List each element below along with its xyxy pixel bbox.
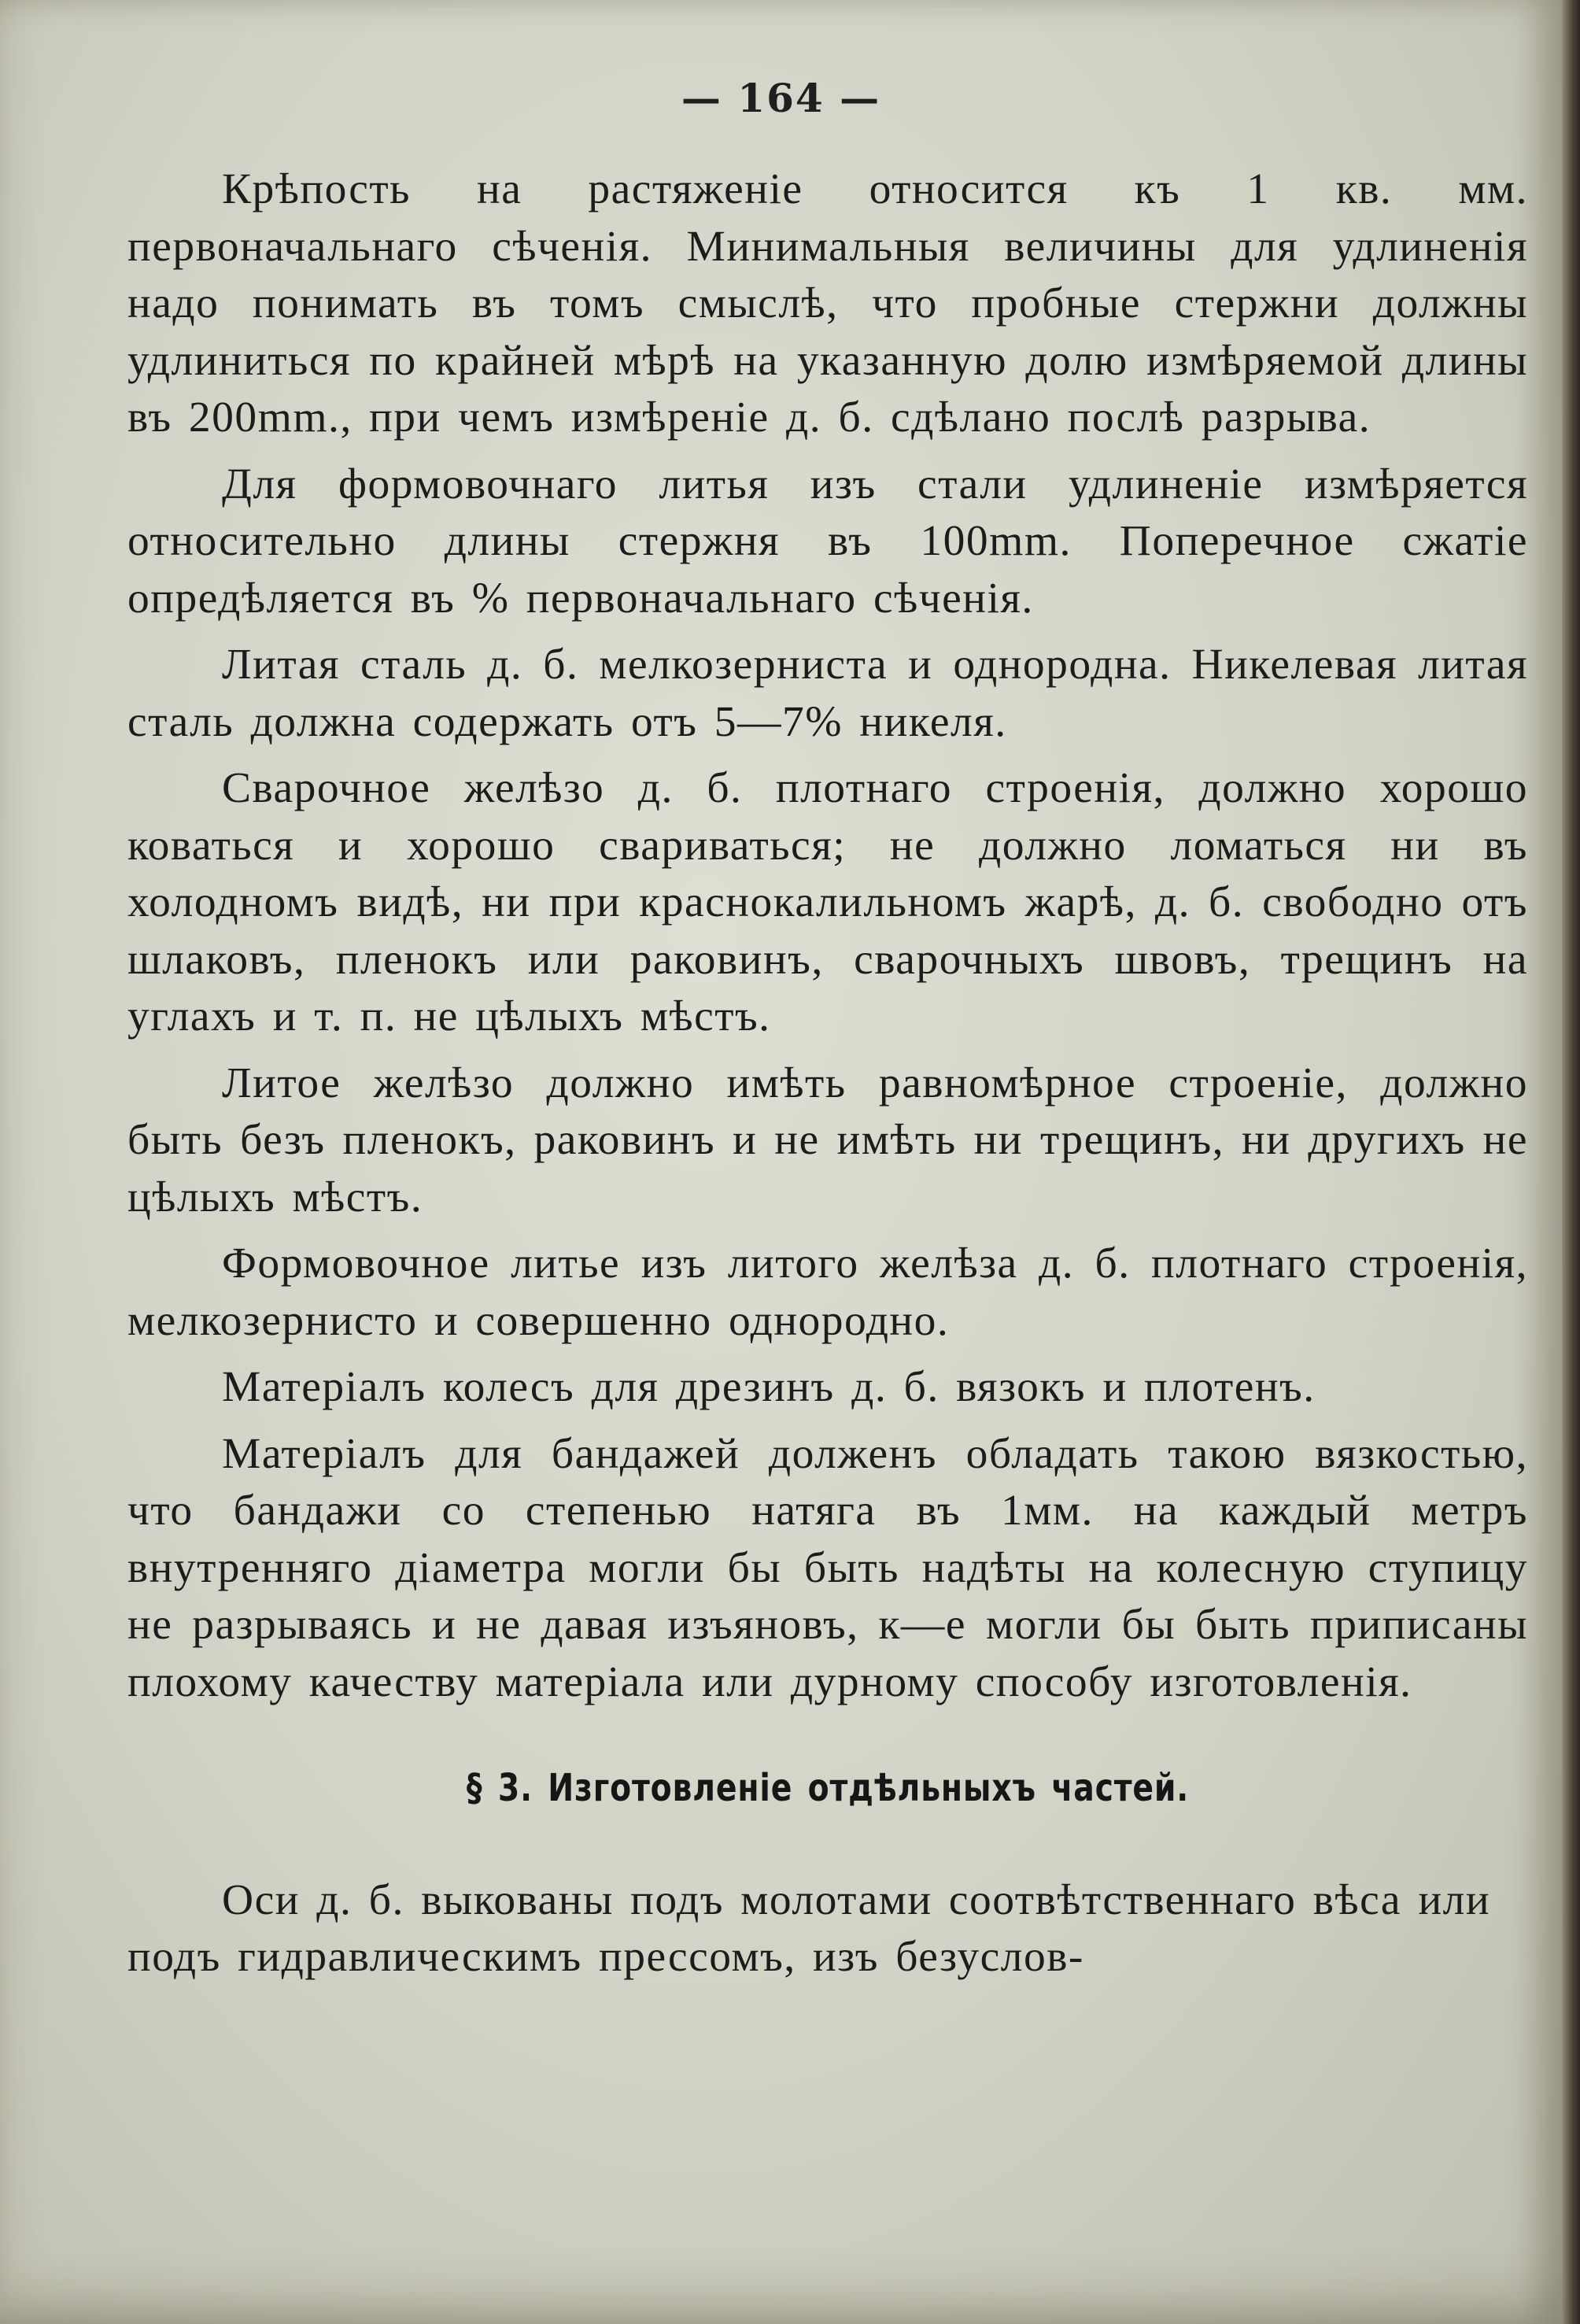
paragraph-cast-iron: Литое желѣзо должно имѣть равномѣрное строеніе, должно быть безъ пленокъ, раковинъ и не имѣть ни трещинъ, ни другихъ не цѣлыхъ мѣстъ. <box>127 1059 1528 1221</box>
paragraph-moulded-cast-iron: Формовочное литье изъ литого желѣза д. б. плотнаго строенія, мелкозернисто и совершенно однородно. <box>127 1240 1528 1345</box>
body-text <box>127 161 1528 1996</box>
section-heading: § 3. Изготовленіе отдѣльныхъ частей. <box>466 1766 1190 1810</box>
paragraph-weld-iron: Сварочное желѣзо д. б. плотнаго строенія, должно хорошо коваться и хорошо свариваться; не должно ломаться ни въ холодномъ видѣ, ни при краснокалильномъ жарѣ, д. б. свободно отъ шлаковъ, пленокъ или раковинъ, сварочныхъ швовъ, трещинъ на углахъ и т. п. не цѣлыхъ мѣстъ. <box>127 764 1528 1040</box>
paragraph-trolley-wheels: Матеріалъ колесъ для дрезинъ д. б. вязокъ и плотенъ. <box>222 1363 1316 1411</box>
paragraph-cast-steel: Литая сталь д. б. мелкозерниста и однородна. Никелевая литая сталь должна содержать отъ 5—7% никеля. <box>127 641 1528 746</box>
paragraph-cast-steel-elongation: Для формовочнаго литья изъ стали удлиненіе измѣряется относительно длины стержня въ 100mm. Поперечное сжатіе опредѣляется въ % первоначальнаго сѣченія. <box>127 460 1528 623</box>
paragraph-axles: Оси д. б. выкованы подъ молотами соотвѣтственнаго вѣса или подъ гидравлическимъ прессомъ, изъ безуслов- <box>127 1875 1491 1981</box>
page-number: — 164 — <box>681 75 881 121</box>
page-edge <box>1562 0 1580 2324</box>
paragraph-tensile-strength: Крѣпость на растяженіе относится къ 1 кв. мм. первоначальнаго сѣченія. Минимальныя величины для удлиненія надо понимать въ томъ смыслѣ, что пробные стержни должны удлиниться по крайней мѣрѣ на указанную долю измѣряемой длины въ 200mm., при чемъ измѣреніе д. б. сдѣлано послѣ разрыва. <box>127 165 1528 442</box>
paragraph-tyres: Матеріалъ для бандажей долженъ обладать такою вязкостью, что бандажи со степенью натяга въ 1мм. на каждый метръ внутренняго діаметра могли бы быть надѣты на колесную ступицу не разрываясь и не давая изъяновъ, к—е могли бы быть приписаны плохому качеству матеріала или дурному способу изготовленія. <box>127 1429 1528 1706</box>
